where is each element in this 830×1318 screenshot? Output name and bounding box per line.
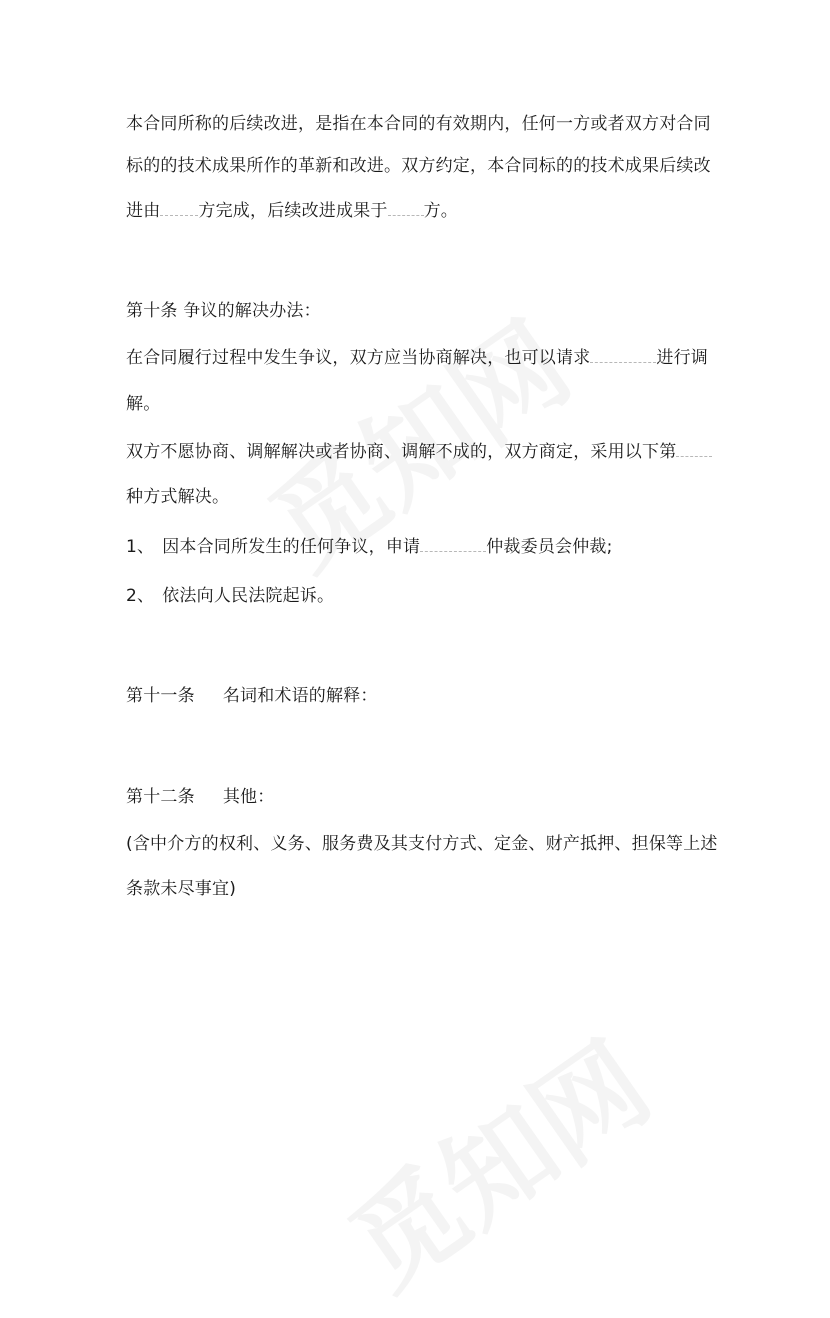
article-title: 其他： <box>222 787 275 807</box>
text: 双方不愿协商、调解解决或者协商、调解不成的，双方商定，采用以下第 <box>126 442 677 462</box>
list-item <box>126 584 334 608</box>
watermark <box>315 1000 676 1318</box>
paragraph-line <box>126 485 229 509</box>
article-heading <box>126 299 321 323</box>
fill-in-blank[interactable] <box>420 537 486 552</box>
paragraph-line <box>126 392 160 416</box>
heading-text: 第十条 争议的解决办法： <box>126 301 321 321</box>
text: 进行调 <box>656 348 709 368</box>
text: 在合同履行过程中发生争议，双方应当协商解决，也可以请求 <box>126 348 591 368</box>
fill-in-blank[interactable] <box>676 442 712 457</box>
fill-in-blank[interactable] <box>388 201 424 216</box>
paragraph-line <box>126 199 458 223</box>
text: (含中介方的权利、义务、服务费及其支付方式、定金、财产抵押、担保等上述 <box>126 834 718 854</box>
text: 本合同所称的后续改进，是指在本合同的有效期内，任何一方或者双方对合同 <box>126 114 711 134</box>
text: 解。 <box>126 394 161 414</box>
list-number: 2、 <box>126 586 155 606</box>
article-label: 第十一条 <box>126 686 195 706</box>
fill-in-blank[interactable] <box>590 348 656 363</box>
fill-in-blank[interactable] <box>160 201 198 216</box>
list-number: 1、 <box>126 537 155 557</box>
list-item <box>126 535 613 559</box>
paragraph-line <box>126 154 711 178</box>
text: 标的的技术成果所作的革新和改进。双方约定，本合同标的的技术成果后续改 <box>126 156 711 176</box>
text: 方完成，后续改进成果于 <box>198 201 388 221</box>
text: 因本合同所发生的任何争议，申请 <box>162 537 421 557</box>
article-heading <box>126 684 378 708</box>
paragraph-line <box>126 877 236 901</box>
text: 条款未尽事宜) <box>126 879 237 899</box>
paragraph-line <box>126 440 712 464</box>
text: 种方式解决。 <box>126 487 230 507</box>
text: 方。 <box>423 201 459 221</box>
text: 仲裁委员会仲裁; <box>486 537 613 557</box>
paragraph-line <box>126 832 718 856</box>
paragraph-line <box>126 346 708 370</box>
article-label: 第十二条 <box>126 787 195 807</box>
text: 依法向人民法院起诉。 <box>162 586 335 606</box>
article-title: 名词和术语的解释： <box>222 686 378 706</box>
paragraph-line <box>126 112 711 136</box>
article-heading <box>126 785 274 809</box>
text: 进由 <box>126 201 161 221</box>
